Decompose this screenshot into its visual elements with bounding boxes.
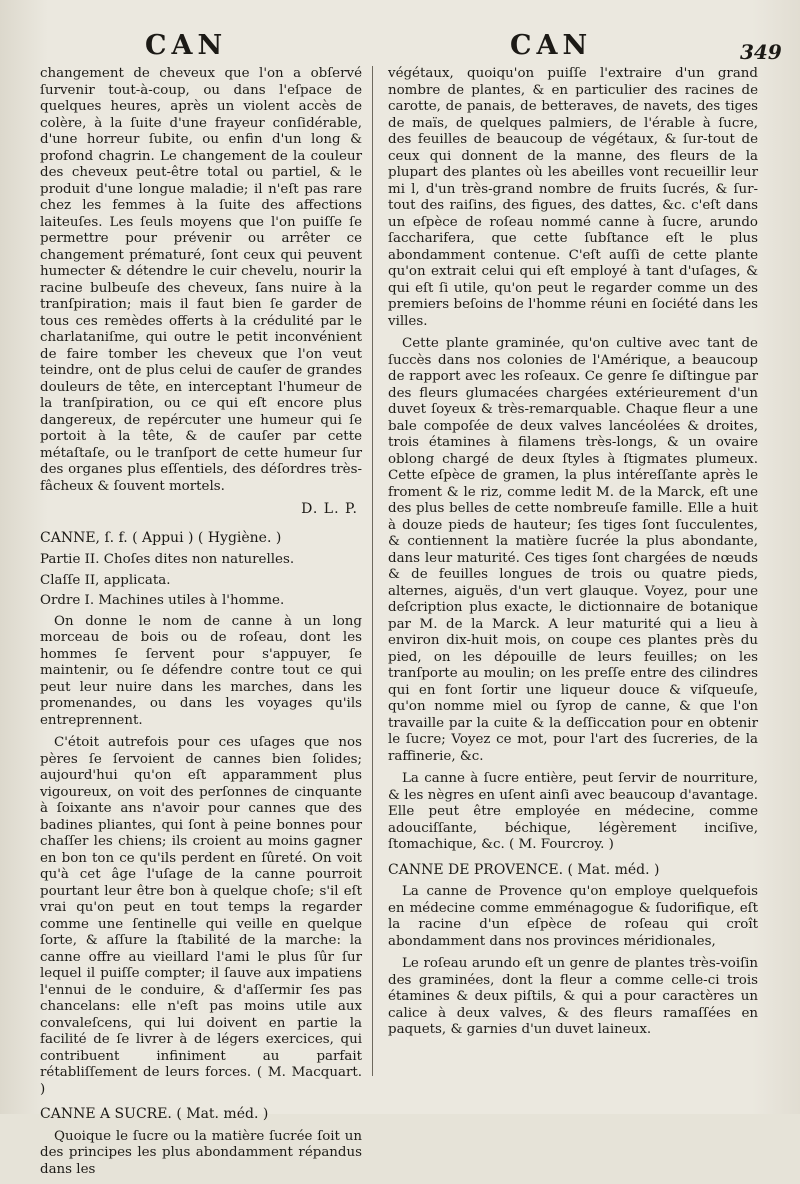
column-divider (372, 66, 373, 1076)
entry-heading: CANNE, ſ. f. ( Appui ) ( Hygiène. ) (40, 529, 282, 546)
paragraph: C'étoit autrefois pour ces uſages que nos pères ſe ſervoient de cannes bien ſolides; aujourd'hui qu'on eſt apparamment plus vigoureux, on voit des perſonnes de cinquante à ſoixante ans n'avoir pour cannes que des badines pliantes, qui ſont à peine bonnes pour chaſſer les chiens; ils croient au moins gagner en bon ton ce qu'ils perdent en ſûreté. On voit qu'à cet âge l'uſage de la canne pourroit pourtant leur être bon à quelque choſe; s'il eſt vrai qu'on peut en tout temps la regarder comme une ſentinelle qui veille en quelque ſorte, & aſſure la ſtabilité de la marche: la canne offre au vieillard l'ami le plus ſûr ſur lequel il puiſſe compter; il ſauve aux impatiens l'ennui de le conduire, & d'aſſermir ſes pas chancelans: elle n'eſt pas moins utile aux convaleſcens, qui lui doivent en partie la facilité de ſe livrer à de légers exercices, qui contribuent infiniment au parfait rétabliſſement de leurs forces. ( M. Macquart. ) (40, 735, 362, 1097)
paragraph: Cette plante graminée, qu'on cultive avec tant de ſuccès dans nos colonies de l'Amérique, a beaucoup de rapport avec les roſeaux. Ce genre ſe diſtingue par des fleurs glumacées chargées extérieurement d'un duvet ſoyeux & très-remarquable. Chaque fleur a une bale compoſée de deux valves lancéolées & droites, trois étamines à filamens très-longs, & un ovaire oblong chargé de deux ſtyles à ſtigmates plumeux. Cette eſpèce de gramen, la plus intéreſſante après le froment & le riz, comme ledit M. de la Marck, eſt une des plus belles de cette nombreuſe famille. Elle a huit à douze pieds de hauteur; ſes tiges ſont ſucculentes, & contiennent la matière ſucrée la plus abondante, dans leur maturité. Ces tiges ſont chargées de nœuds & de feuilles longues de trois ou quatre pieds, alternes, aiguës, d'un vert glauque. Voyez, pour une deſcription plus exacte, le dictionnaire de botanique par M. de la Marck. A leur maturité qui a lieu à environ dix-huit mois, on coupe ces plantes près du pied, on les dépouille de leurs feuilles; on les tranſporte au moulin; on les preſſe entre des cilindres qui en font ſortir une liqueur douce & viſqueuſe, qu'on nomme miel ou ſyrop de canne, & que l'on travaille par la cuite & la deſſiccation pour en obtenir le ſucre; Voyez ce mot, pour l'art des ſucreries, de la raffinerie, &c. (388, 336, 758, 764)
paragraph: changement de cheveux que l'on a obſervé ſurvenir tout-à-coup, ou dans l'eſpace de quelques heures, après un violent accès de colère, à la ſuite d'une frayeur conſidérable, d'une horreur ſubite, ou enfin d'un long & profond chagrin. Le changement de la couleur des cheveux peut-être total ou partiel, & le produit d'une longue maladie; il n'eſt pas rare chez les femmes à la ſuite des affections laiteuſes. Les ſeuls moyens que l'on puiſſe ſe permettre pour prévenir ou arrêter ce changement prématuré, ſont ceux qui peuvent humecter & détendre le cuir chevelu, nourir la racine bulbeuſe des cheveux, ſans nuire à la tranſpiration; mais il faut bien ſe garder de tous ces remèdes offerts à la crédulité par le charlataniſme, qui outre le petit inconvénient de faire tomber les cheveux que l'on veut teindre, ont de plus celui de cauſer de grandes douleurs de tête, en interceptant l'humeur de la tranſpiration, ou ce qui eſt encore plus dangereux, de repércuter une humeur qui ſe portoit à la tête, & de cauſer par cette métaſtaſe, ou le tranſport de cette humeur ſur des organes plus eſſentiels, des déſordres très-fâcheux & ſouvent mortels. (40, 66, 362, 494)
page-number: 349 (740, 40, 782, 64)
paragraph: Quoique le ſucre ou la matière ſucrée ſoit un des principes les plus abondamment répandus dans les (40, 1128, 362, 1177)
classification-line: Claſſe II, applicata. (40, 572, 171, 588)
classification-line: Ordre I. Machines utiles à l'homme. (40, 593, 285, 608)
entry-heading: CANNE A SUCRE. ( Mat. méd. ) (40, 1106, 269, 1122)
author-signature: D. L. P. (301, 501, 358, 517)
paragraph: Le roſeau arundo eſt un genre de plantes très-voiſin des graminées, dont la fleur a comme celle-ci trois étamines & deux piſtils, & qui a pour caractères un calice à deux valves, & des fleurs ramaſſées en paquets, & garnies d'un duvet laineux. (388, 956, 758, 1037)
right-column (388, 66, 758, 1045)
paragraph: végétaux, quoiqu'on puiſſe l'extraire d'un grand nombre de plantes, & en particulier des racines de carotte, de panais, de betteraves, de navets, des tiges de maïs, de quelques palmiers, de l'érable à ſucre, des feuilles de beaucoup de végétaux, & ſur-tout de ceux qui donnent de la manne, des fleurs de la plupart des plantes où les abeilles vont recueillir leur mi l, d'un très-grand nombre de fruits ſucrés, & ſur-tout des raiſins, des figues, des dattes, &c. c'eſt dans un eſpèce de roſeau nommé canne à ſucre, arundo ſaccharifera, que cette ſubſtance eſt le plus abondamment contenue. C'eſt auſſi de cette plante qu'on extrait celui qui eſt employé à tant d'uſages, & qui eſt ſi utile, qu'on peut le regarder comme un des premiers beſoins de l'homme réuni en ſociété dans les villes. (388, 66, 758, 329)
paragraph: La canne à ſucre entière, peut ſervir de nourriture, & les nègres en uſent ainſi avec beaucoup d'avantage. Elle peut être employée en médecine, comme adouciſſante, béchique, légèrement inciſive, ſtomachique, &c. ( M. Fourcroy. ) (388, 771, 758, 852)
entry-heading: CANNE DE PROVENCE. ( Mat. méd. ) (388, 861, 660, 878)
left-column (40, 66, 362, 1184)
running-head-right: CAN (510, 30, 593, 61)
paragraph: On donne le nom de canne à un long morceau de bois ou de roſeau, dont les hommes ſe ſervent pour s'appuyer, ſe maintenir, ou ſe défendre contre tout ce qui peut leur nuire dans les marches, dans les promenandes, ou dans les voyages qu'ils entreprennent. (40, 613, 362, 728)
running-head-left: CAN (145, 30, 228, 61)
classification-line: Partie II. Choſes dites non naturelles. (40, 552, 295, 567)
paragraph: La canne de Provence qu'on employe quelquefois en médecine comme emménagogue & ſudorifique, eſt la racine d'un eſpèce de roſeau qui croît abondamment dans nos provinces méridionales, (388, 884, 758, 949)
